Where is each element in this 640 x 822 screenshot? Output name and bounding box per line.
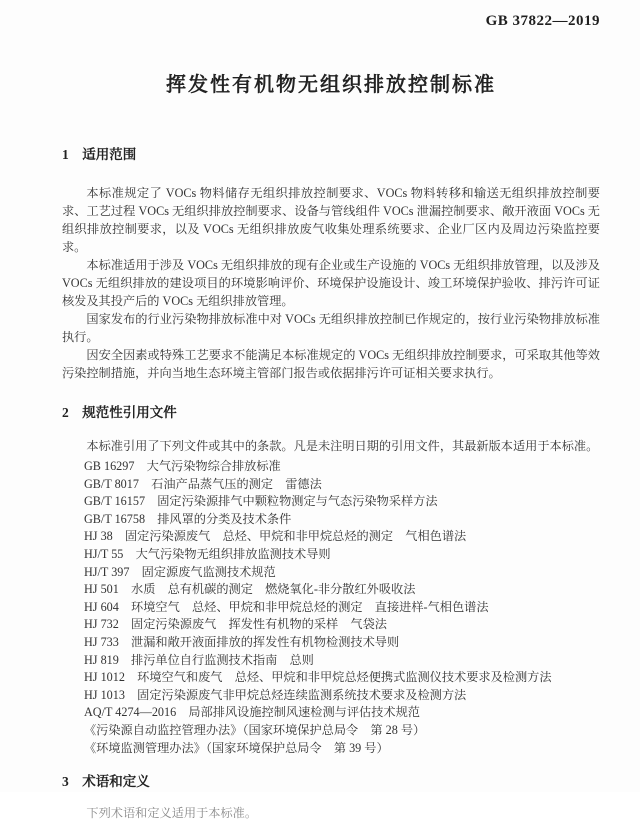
reference-item: HJ/T 397 固定源废气监测技术规范 <box>84 564 276 579</box>
references-intro: 本标准引用了下列文件或其中的条款。凡是未注明日期的引用文件，其最新版本适用于本标准。 <box>86 439 599 453</box>
reference-item: HJ 819 排污单位自行监测技术指南 总则 <box>84 652 314 667</box>
reference-item: 《污染源自动监控管理办法》（国家环境保护总局令 第 28 号） <box>84 722 426 737</box>
section-scope-heading: 1 适用范围 <box>62 147 137 162</box>
reference-item: 《环境监测管理办法》（国家环境保护总局令 第 39 号） <box>84 740 389 755</box>
doc-title: 挥发性有机物无组织排放控制标准 <box>166 74 496 96</box>
reference-item: HJ 1013 固定污染源废气非甲烷总烃连续监测系统技术要求及检测方法 <box>84 687 467 702</box>
terms-cutoff-line: 下列术语和定义适用于本标准。 <box>86 806 258 821</box>
reference-item: HJ 1012 环境空气和废气 总烃、甲烷和非甲烷总烃便携式监测仪技术要求及检测方法 <box>84 670 552 685</box>
reference-item: GB/T 8017 石油产品蒸气压的测定 雷德法 <box>84 476 322 491</box>
doc-number: GB 37822—2019 <box>485 13 600 29</box>
scope-paragraph-1: 本标准规定了 VOCs 物料储存无组织排放控制要求、VOCs 物料转移和输送无组织排放控制要求、工艺过程 VOCs 无组织排放控制要求、设备与管线组件 VOCs 泄漏控制要求、敞开液面 VOCs 无组织排放控制要求，以及 VOCs 无组织排放废气收集处理系统要求、企业厂区内及周边污染监控要求。 <box>62 186 600 254</box>
scope-paragraphs <box>62 184 600 382</box>
reference-item: GB 16297 大气污染物综合排放标准 <box>84 459 281 473</box>
reference-item: HJ 501 水质 总有机碳的测定 燃烧氧化-非分散红外吸收法 <box>84 582 416 597</box>
reference-item: HJ 604 环境空气 总烃、甲烷和非甲烷总烃的测定 直接进样-气相色谱法 <box>84 599 489 614</box>
reference-item: AQ/T 4274—2016 局部排风设施控制风速检测与评估技术规范 <box>84 705 420 720</box>
section-scope <box>62 146 600 382</box>
section-references-heading: 2 规范性引用文件 <box>62 405 177 420</box>
scope-paragraph-3: 国家发布的行业污染物排放标准中对 VOCs 无组织排放控制已作规定的，按行业污染物排放标准执行。 <box>62 312 600 344</box>
scope-paragraph-2: 本标准适用于涉及 VOCs 无组织排放的现有企业或生产设施的 VOCs 无组织排放管理，以及涉及 VOCs 无组织排放的建设项目的环境影响评价、环境保护设施设计、竣工环境保护验收、排污许可证核发及其投产后的 VOCs 无组织排放管理。 <box>62 258 600 308</box>
reference-item: GB/T 16157 固定污染源排气中颗粒物测定与气态污染物采样方法 <box>84 494 438 509</box>
section-references <box>62 404 600 757</box>
reference-item: HJ 732 固定污染源废气 挥发性有机物的采样 气袋法 <box>84 617 387 632</box>
reference-list <box>62 458 600 757</box>
reference-item: HJ/T 55 大气污染物无组织排放监测技术导则 <box>84 546 331 561</box>
scope-paragraph-4: 因安全因素或特殊工艺要求不能满足本标准规定的 VOCs 无组织排放控制要求，可采取其他等效污染控制措施，并向当地生态环境主管部门报告或依据排污许可证相关要求执行。 <box>62 348 600 380</box>
section-terms-heading: 3 术语和定义 <box>62 774 150 790</box>
reference-item: HJ 733 泄漏和敞开液面排放的挥发性有机物检测技术导则 <box>84 634 400 649</box>
reference-item: GB/T 16758 排风罩的分类及技术条件 <box>84 511 292 526</box>
reference-item: HJ 38 固定污染源废气 总烃、甲烷和非甲烷总烃的测定 气相色谱法 <box>84 529 467 544</box>
section-terms <box>62 773 600 822</box>
